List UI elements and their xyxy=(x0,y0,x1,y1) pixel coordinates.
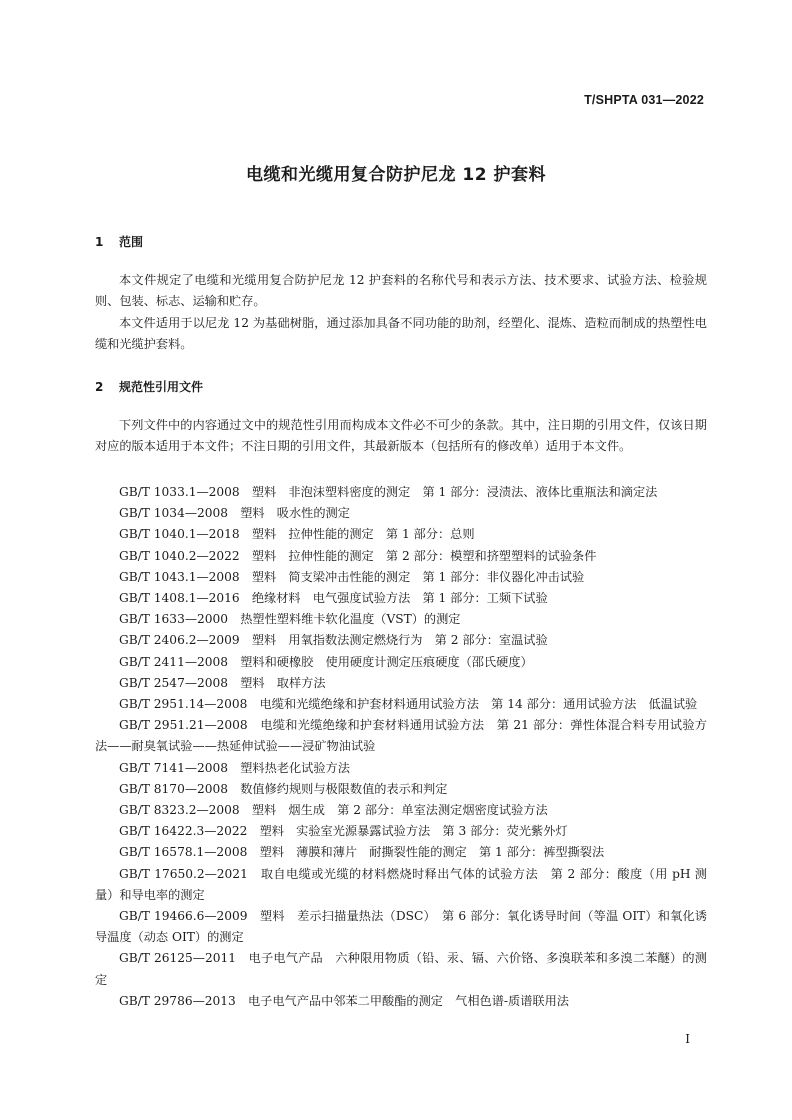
standard-code: T/SHPTA 031—2022 xyxy=(584,93,704,107)
reference-item: GB/T 1040.2—2022 塑料 拉伸性能的测定 第 2 部分：模塑和挤塑塑料的试验条件 xyxy=(119,548,597,563)
reference-item: GB/T 19466.6—2009 塑料 差示扫描量热法（DSC） 第 6 部分：氧化诱导时间（等温 OIT）和氧化诱导温度（动态 OIT）的测定 xyxy=(95,909,707,945)
section-title: 范围 xyxy=(119,235,144,249)
document-title: 电缆和光缆用复合防护尼龙 12 护套料 xyxy=(246,165,546,185)
page-number: I xyxy=(685,1032,690,1046)
references-intro-paragraph: 下列文件中的内容通过文中的规范性引用而构成本文件必不可少的条款。其中，注日期的引用文件，仅该日期对应的版本适用于本文件；不注日期的引用文件，其最新版本（包括所有的修改单）适用于本文件。 xyxy=(95,418,707,454)
section-number: 1 xyxy=(95,235,104,249)
reference-list xyxy=(95,482,707,1012)
reference-item: GB/T 16422.3—2022 塑料 实验室光源暴露试验方法 第 3 部分：荧光紫外灯 xyxy=(119,824,568,839)
reference-item: GB/T 26125—2011 电子电气产品 六种限用物质（铅、汞、镉、六价铬、多溴联苯和多溴二苯醚）的测定 xyxy=(95,951,707,987)
reference-item: GB/T 2406.2—2009 塑料 用氧指数法测定燃烧行为 第 2 部分：室温试验 xyxy=(119,633,548,648)
reference-item: GB/T 1033.1—2008 塑料 非泡沫塑料密度的测定 第 1 部分：浸渍法、液体比重瓶法和滴定法 xyxy=(119,485,658,499)
section-heading-scope xyxy=(95,233,143,250)
reference-item: GB/T 8170—2008 数值修约规则与极限数值的表示和判定 xyxy=(119,781,448,796)
reference-item: GB/T 1633—2000 热塑性塑料维卡软化温度（VST）的测定 xyxy=(119,612,461,627)
scope-paragraph: 本文件规定了电缆和光缆用复合防护尼龙 12 护套料的名称代号和表示方法、技术要求、试验方法、检验规则、包装、标志、运输和贮存。 xyxy=(95,273,707,309)
reference-item: GB/T 17650.2—2021 取自电缆或光缆的材料燃烧时释出气体的试验方法 第 2 部分：酸度（用 pH 测量）和导电率的测定 xyxy=(95,866,707,902)
reference-item: GB/T 2951.14—2008 电缆和光缆绝缘和护套材料通用试验方法 第 14 部分：通用试验方法 低温试验 xyxy=(119,697,698,712)
reference-item: GB/T 2411—2008 塑料和硬橡胶 使用硬度计测定压痕硬度（邵氏硬度） xyxy=(119,654,533,669)
section-title: 规范性引用文件 xyxy=(119,380,204,394)
reference-item: GB/T 1408.1—2016 绝缘材料 电气强度试验方法 第 1 部分：工频下试验 xyxy=(119,591,548,606)
reference-item: GB/T 8323.2—2008 塑料 烟生成 第 2 部分：单室法测定烟密度试验方法 xyxy=(119,803,548,818)
section-number: 2 xyxy=(95,380,104,394)
reference-item: GB/T 2951.21—2008 电缆和光缆绝缘和护套材料通用试验方法 第 21 部分：弹性体混合料专用试验方法——耐臭氧试验——热延伸试验——浸矿物油试验 xyxy=(95,718,707,754)
reference-item: GB/T 1043.1—2008 塑料 简支梁冲击性能的测定 第 1 部分：非仪器化冲击试验 xyxy=(119,569,585,584)
reference-item: GB/T 2547—2008 塑料 取样方法 xyxy=(119,675,326,690)
reference-item: GB/T 1040.1—2018 塑料 拉伸性能的测定 第 1 部分：总则 xyxy=(119,527,475,542)
section-heading-normative-references xyxy=(95,378,203,395)
reference-item: GB/T 7141—2008 塑料热老化试验方法 xyxy=(119,760,350,775)
scope-paragraph: 本文件适用于以尼龙 12 为基础树脂，通过添加具备不同功能的助剂，经塑化、混炼、造粒而制成的热塑性电缆和光缆护套料。 xyxy=(95,316,707,352)
reference-item: GB/T 16578.1—2008 塑料 薄膜和薄片 耐撕裂性能的测定 第 1 部分：裤型撕裂法 xyxy=(119,845,605,860)
reference-item: GB/T 1034—2008 塑料 吸水性的测定 xyxy=(119,506,350,521)
reference-item: GB/T 29786—2013 电子电气产品中邻苯二甲酸酯的测定 气相色谱-质谱联用法 xyxy=(119,993,569,1008)
